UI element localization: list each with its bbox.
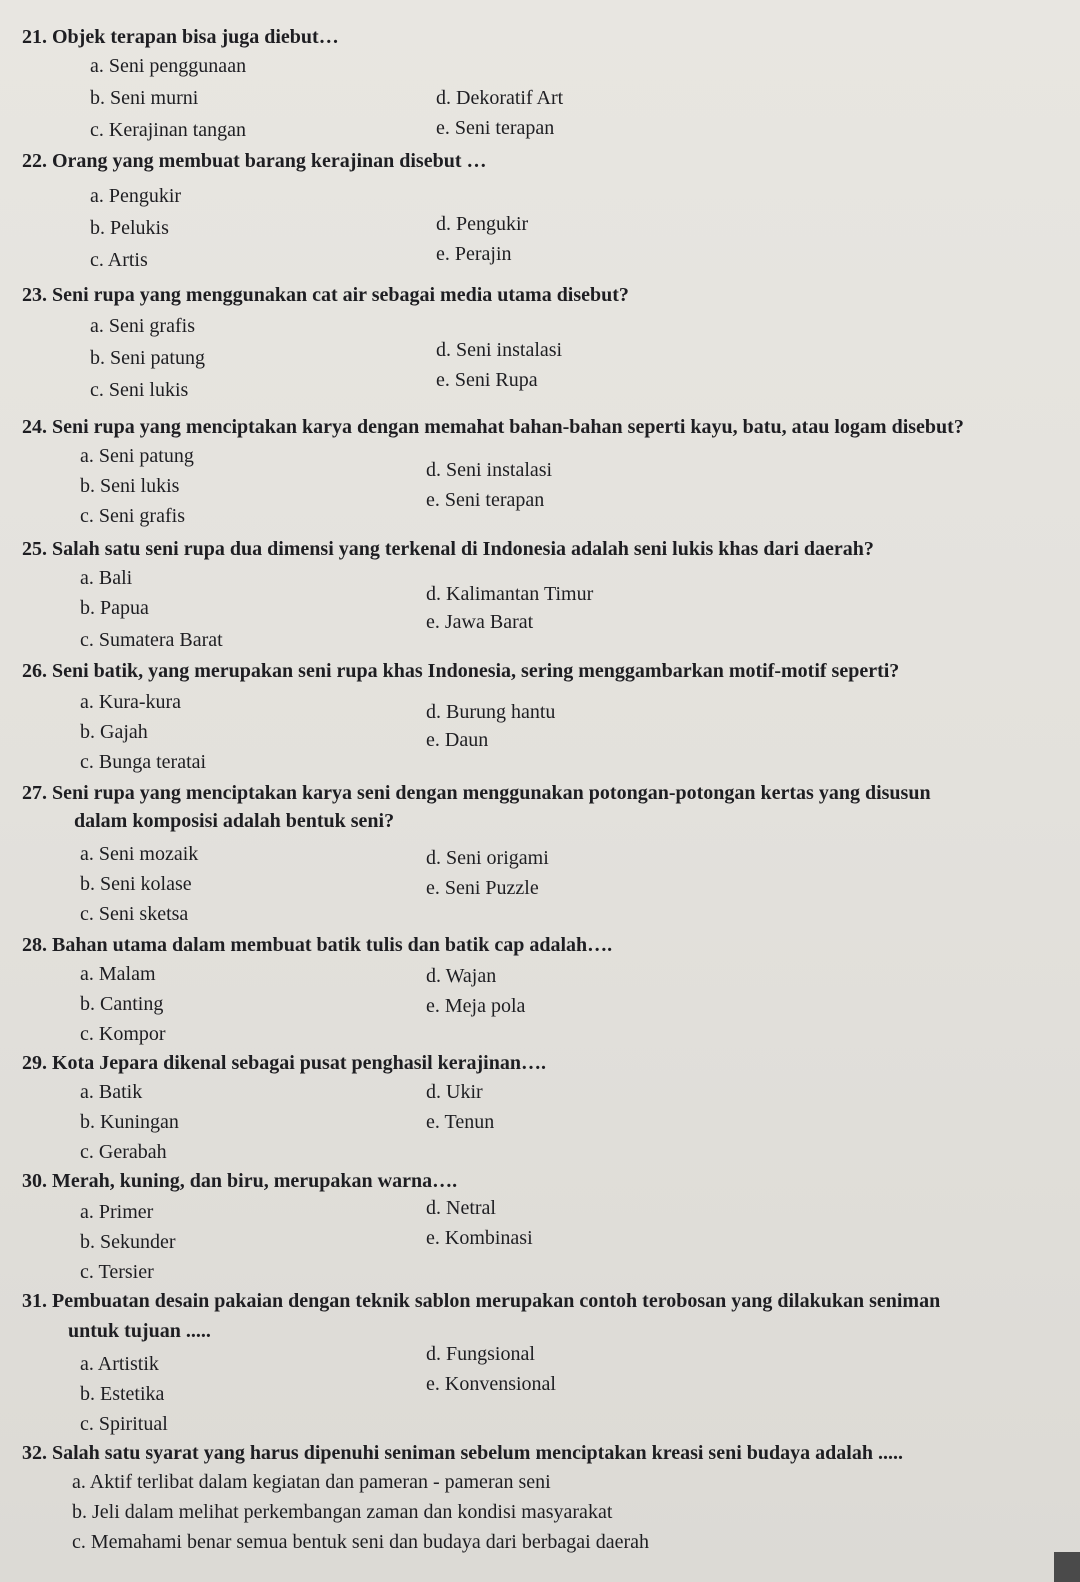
option-d: d. Netral	[426, 1197, 496, 1219]
option-a: a. Seni patung	[80, 445, 194, 467]
option-b: b. Kuningan	[80, 1111, 179, 1133]
option-a: a. Aktif terlibat dalam kegiatan dan pameran - pameran seni	[72, 1471, 551, 1493]
option-b: b. Canting	[80, 993, 164, 1015]
option-a: a. Batik	[80, 1081, 143, 1103]
question-text: 23. Seni rupa yang menggunakan cat air sebagai media utama disebut?	[22, 284, 629, 306]
option-b: b. Pelukis	[90, 217, 169, 239]
option-c: c. Bunga teratai	[80, 751, 207, 773]
option-d: d. Ukir	[426, 1081, 483, 1103]
question-text: 25. Salah satu seni rupa dua dimensi yang terkenal di Indonesia adalah seni lukis khas dari daerah?	[22, 538, 874, 560]
option-c: c. Sumatera Barat	[80, 629, 223, 651]
option-e: e. Perajin	[436, 243, 512, 265]
option-c: c. Seni grafis	[80, 505, 185, 527]
option-c: c. Artis	[90, 249, 148, 271]
page-edge-shadow	[1054, 1552, 1080, 1582]
option-d: d. Pengukir	[436, 213, 529, 235]
question-text: 22. Orang yang membuat barang kerajinan disebut …	[22, 150, 487, 172]
option-b: b. Seni murni	[90, 87, 199, 109]
option-e: e. Seni Rupa	[436, 369, 538, 391]
option-b: b. Estetika	[80, 1383, 165, 1405]
option-d: d. Fungsional	[426, 1343, 535, 1365]
question-text: 31. Pembuatan desain pakaian dengan teknik sablon merupakan contoh terobosan yang dilakukan seniman	[22, 1290, 941, 1312]
option-e: e. Seni terapan	[436, 117, 555, 139]
option-a: a. Pengukir	[90, 185, 182, 207]
option-e: e. Seni Puzzle	[426, 877, 539, 899]
option-e: e. Seni terapan	[426, 489, 545, 511]
option-a: a. Artistik	[80, 1353, 159, 1375]
option-c: c. Seni lukis	[90, 379, 189, 401]
option-e: e. Meja pola	[426, 995, 526, 1017]
question-text-continued: dalam komposisi adalah bentuk seni?	[74, 810, 395, 832]
question-text-continued: untuk tujuan .....	[68, 1320, 211, 1342]
question-text: 26. Seni batik, yang merupakan seni rupa khas Indonesia, sering menggambarkan motif-motif seperti?	[22, 660, 900, 682]
option-d: d. Seni instalasi	[426, 459, 553, 481]
option-e: e. Tenun	[426, 1111, 495, 1133]
option-b: b. Jeli dalam melihat perkembangan zaman dan kondisi masyarakat	[72, 1501, 613, 1523]
option-e: e. Jawa Barat	[426, 611, 534, 633]
option-e: e. Konvensional	[426, 1373, 556, 1395]
option-c: c. Kerajinan tangan	[90, 119, 247, 141]
option-b: b. Gajah	[80, 721, 148, 743]
question-text: 30. Merah, kuning, dan biru, merupakan warna….	[22, 1170, 458, 1192]
question-text: 32. Salah satu syarat yang harus dipenuhi seniman sebelum menciptakan kreasi seni budaya adalah .....	[22, 1442, 903, 1464]
option-e: e. Kombinasi	[426, 1227, 533, 1249]
option-b: b. Sekunder	[80, 1231, 176, 1253]
question-text: 28. Bahan utama dalam membuat batik tulis dan batik cap adalah….	[22, 934, 613, 956]
option-a: a. Bali	[80, 567, 133, 589]
option-c: c. Gerabah	[80, 1141, 167, 1163]
option-d: d. Seni instalasi	[436, 339, 563, 361]
option-a: a. Malam	[80, 963, 156, 985]
option-a: a. Primer	[80, 1201, 154, 1223]
question-text: 29. Kota Jepara dikenal sebagai pusat penghasil kerajinan….	[22, 1052, 546, 1074]
option-a: a. Seni grafis	[90, 315, 195, 337]
option-a: a. Seni mozaik	[80, 843, 199, 865]
option-c: c. Kompor	[80, 1023, 166, 1045]
option-d: d. Burung hantu	[426, 701, 556, 723]
option-c: c. Tersier	[80, 1261, 154, 1283]
question-text: 21. Objek terapan bisa juga diebut…	[22, 26, 339, 48]
option-b: b. Papua	[80, 597, 149, 619]
option-b: b. Seni lukis	[80, 475, 180, 497]
option-e: e. Daun	[426, 729, 489, 751]
option-d: d. Kalimantan Timur	[426, 583, 594, 605]
option-b: b. Seni kolase	[80, 873, 192, 895]
option-d: d. Seni origami	[426, 847, 549, 869]
question-text: 27. Seni rupa yang menciptakan karya seni dengan menggunakan potongan-potongan kertas yang disusun	[22, 782, 931, 804]
option-c: c. Memahami benar semua bentuk seni dan budaya dari berbagai daerah	[72, 1531, 649, 1553]
option-b: b. Seni patung	[90, 347, 205, 369]
question-text: 24. Seni rupa yang menciptakan karya dengan memahat bahan-bahan seperti kayu, batu, atau logam disebut?	[22, 416, 964, 438]
option-d: d. Dekoratif Art	[436, 87, 564, 109]
option-c: c. Seni sketsa	[80, 903, 189, 925]
option-a: a. Seni penggunaan	[90, 55, 247, 77]
option-a: a. Kura-kura	[80, 691, 182, 713]
option-d: d. Wajan	[426, 965, 497, 987]
option-c: c. Spiritual	[80, 1413, 168, 1435]
